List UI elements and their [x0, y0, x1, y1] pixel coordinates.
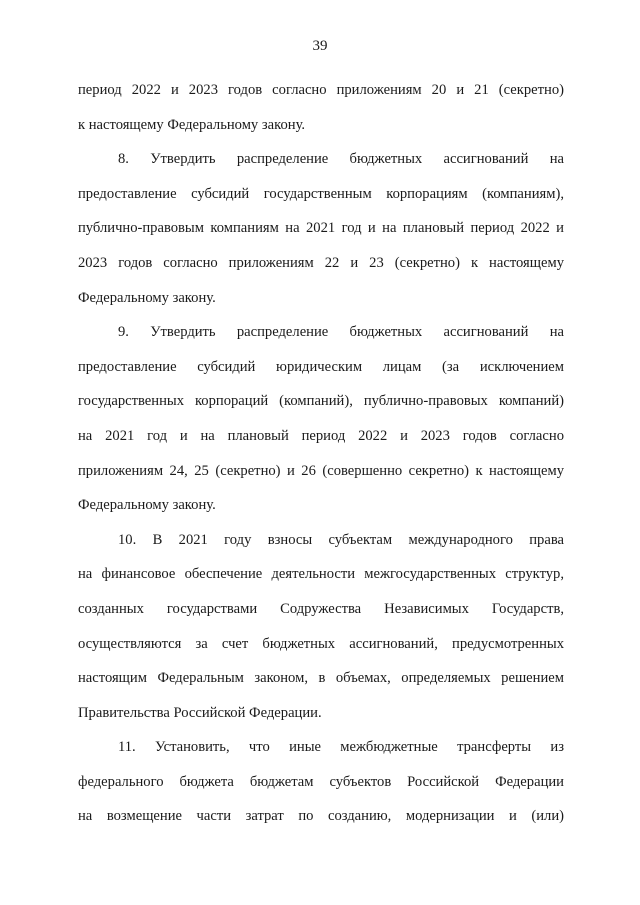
paragraph-8-first-line: 8. Утвердить распределение бюджетных ассигнований на [118, 151, 564, 168]
page-number: 39 [312, 38, 328, 54]
paragraph-11-first-line: 11. Установить, что иные межбюджетные трансферты из [118, 739, 564, 756]
text-line: период 2022 и 2023 годов согласно приложениям 20 и 21 (секретно) [78, 82, 564, 98]
text-line: на возмещение части затрат по созданию, модернизации и (или) [78, 808, 564, 825]
paragraph-9-first-line: 9. Утвердить распределение бюджетных ассигнований на [118, 324, 564, 341]
text-line: 2023 годов согласно приложениям 22 и 23 (секретно) к настоящему [78, 254, 564, 271]
text-line: предоставление субсидий государственным корпорациям (компаниям), [78, 185, 564, 202]
text-line: государственных корпораций (компаний), публично-правовых компаний) [78, 393, 564, 410]
text-line: на финансовое обеспечение деятельности межгосударственных структур, [78, 566, 564, 583]
text-line: созданных государствами Содружества Независимых Государств, [78, 600, 564, 617]
paragraph-10-first-line: 10. В 2021 году взносы субъектам международного права [118, 531, 564, 548]
text-line: предоставление субсидий юридическим лицам (за исключением [78, 358, 564, 375]
text-line: Федеральному закону. [78, 497, 216, 514]
text-line: осуществляются за счет бюджетных ассигнований, предусмотренных [78, 635, 564, 652]
text-line: к настоящему Федеральному закону. [78, 116, 306, 133]
text-line: на 2021 год и на плановый период 2022 и 2023 годов согласно [78, 427, 564, 444]
text-line: Федеральному закону. [78, 289, 216, 306]
text-line: публично-правовым компаниям на 2021 год и на плановый период 2022 и [78, 220, 564, 237]
text-line: приложениям 24, 25 (секретно) и 26 (совершенно секретно) к настоящему [78, 462, 564, 479]
text-line: Правительства Российской Федерации. [78, 704, 322, 721]
text-line: настоящим Федеральным законом, в объемах, определяемых решением [78, 670, 564, 687]
text-line: федерального бюджета бюджетам субъектов Российской Федерации [78, 773, 564, 790]
document-body [78, 73, 564, 834]
